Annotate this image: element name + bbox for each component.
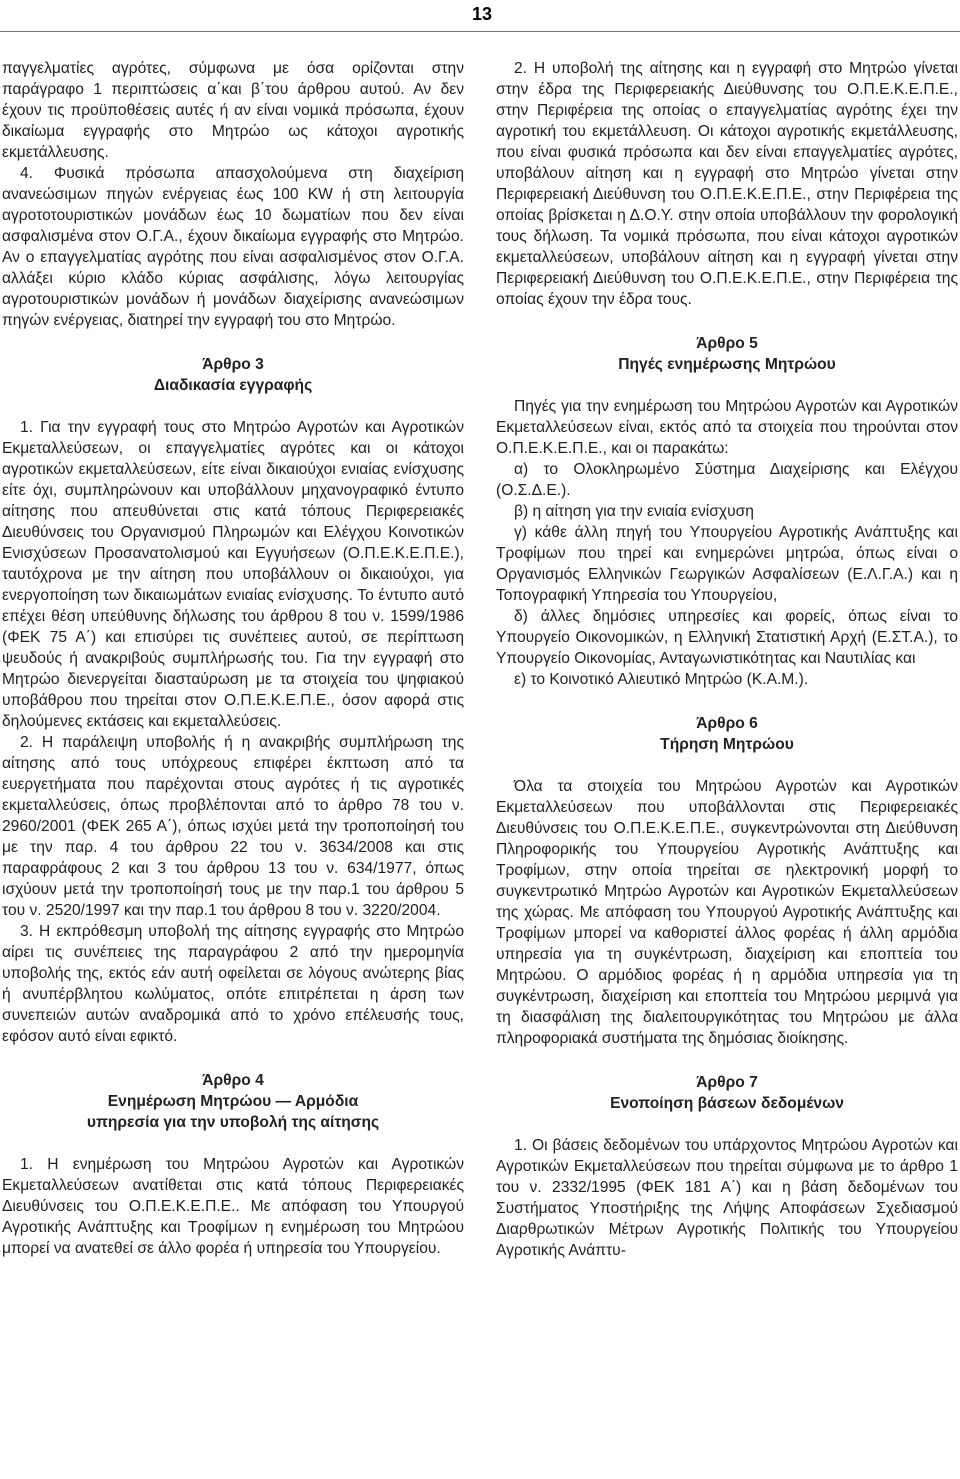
article-title: Άρθρο 4 [202,1072,264,1089]
list-item: β) η αίτηση για την ενιαία ενίσχυση [514,503,754,520]
article-3-heading [2,354,464,396]
article-6-heading [496,713,958,755]
paragraph: 2. Η υποβολή της αίτησης και η εγγραφή στο Μητρώο γίνεται στην έδρα της Περιφερειακής Διεύθυνσης του Ο.Π.Ε.Κ.Ε.Π.Ε., στην Περιφέρεια της οποίας ο επαγγελματίας αγρότης έχει την αγροτική του εκμετάλλευση. Οι κάτοχοι αγροτικής εκμετάλλευσης, που είναι φυσικά πρόσωπα και δεν είναι επαγγελματίες αγρότες, υποβάλουν αίτηση και η εγγραφή στο Μητρώο γίνεται στην Περιφερειακή Διεύθυνση του Ο.Π.Ε.Κ.Ε.Π.Ε., στην Περιφέρεια της οποίας βρίσκεται η Δ.Ο.Υ. στην οποία υποβάλλουν την φορολογική τους δήλωση. Τα νομικά πρόσωπα, που είναι κάτοχοι αγροτικών εκμεταλλεύσεων, υποβάλουν αίτηση και η εγγραφή γίνεται στην Περιφερειακή Διεύθυνση του Ο.Π.Ε.Κ.Ε.Π.Ε., στην Περιφέρεια της οποίας έχουν την έδρα τους. [496,60,958,308]
article-subtitle: Πηγές ενημέρωσης Μητρώου [618,356,836,373]
paragraph: 1. Η ενημέρωση του Μητρώου Αγροτών και Αγροτικών Εκμεταλλεύσεων ανατίθεται στις κατά τόπους Περιφερειακές Διευθύνσεις του Ο.Π.Ε.Κ.Ε.Π.Ε.. Με απόφαση του Υπουργού Αγροτικής Ανάπτυξης και Τροφίμων η ενημέρωση του Μητρώου μπορεί να ανατεθεί σε άλλο φορέα ή υπηρεσία του Υπουργείου. [2,1156,464,1257]
article-subtitle: Διαδικασία εγγραφής [153,377,313,394]
paragraph: 1. Για την εγγραφή τους στο Μητρώο Αγροτών και Αγροτικών Εκμεταλλεύσεων, οι επαγγελματίες αγρότες και οι κάτοχοι αγροτικών εκμεταλλεύσεων, είτε είναι δικαιούχοι ενιαίας ενίσχυσης είτε όχι, συμπληρώνουν και υποβάλλουν μηχανογραφικό έντυπο αίτησης που απευθύνεται στις κατά τόπους Περιφερειακές Διευθύνσεις του Οργανισμού Πληρωμών και Ελέγχου Κοινοτικών Ενισχύσεων Προσανατολισμού και Εγγυήσεων (Ο.Π.Ε.Κ.Ε.Π.Ε.), ταυτόχρονα με την αίτηση που υποβάλλουν οι δικαιούχοι, για ενεργοποίηση των δικαιωμάτων ενιαίας ενίσχυσης. Το έντυπο αυτό επέχει θέση υπεύθυνης δήλωσης του άρθρου 8 του ν. 1599/1986 (ΦΕΚ 75 Α΄) και επισύρει τις συνέπειες αυτού, σε περίπτωση ψευδούς ή ανακριβούς συμπλήρωσής του. Για την εγγραφή στο Μητρώο διενεργείται διασταύρωση με τα στοιχεία του ψηφιακού υποβάθρου που τηρείται στον Ο.Π.Ε.Κ.Ε.Π.Ε., όσον αφορά στις δηλούμενες εκτάσεις και εκμεταλλεύσεις. [2,419,464,730]
article-subtitle: υπηρεσία για την υποβολή της αίτησης [86,1114,380,1131]
article-title: Άρθρο 5 [696,335,758,352]
article-title: Άρθρο 7 [696,1074,758,1091]
article-7-heading [496,1072,958,1114]
list-item: α) το Ολοκληρωμένο Σύστημα Διαχείρισης και Ελέγχου (Ο.Σ.Δ.Ε.). [496,461,958,499]
article-subtitle: Ενημέρωση Μητρώου — Αρμόδια [107,1093,359,1110]
paragraph: παγγελματίες αγρότες, σύμφωνα με όσα ορίζονται στην παράγραφο 1 περιπτώσεις α΄και β΄του άρθρου αυτού. Αν δεν έχουν τις προϋποθέσεις αυτές ή αν είναι νομικά πρόσωπα, έχουν δικαίωμα εγγραφής στο Μητρώο ως κάτοχοι αγροτικής εκμετάλλευσης. [2,60,464,161]
article-4-heading [2,1070,464,1133]
right-column [496,58,958,1261]
article-title: Άρθρο 3 [202,356,264,373]
article-5-heading [496,333,958,375]
list-item: δ) άλλες δημόσιες υπηρεσίες και φορείς, όπως είναι το Υπουργείο Οικονομικών, η Ελληνική Στατιστική Αρχή (Ε.ΣΤ.Α.), το Υπουργείο Οικονομίας, Ανταγωνιστικότητας και Ναυτιλίας και [496,608,958,667]
list-item: ε) το Κοινοτικό Αλιευτικό Μητρώο (Κ.Α.Μ.). [514,671,809,688]
paragraph: 4. Φυσικά πρόσωπα απασχολούμενα στη διαχείριση ανανεώσιμων πηγών ενέργειας έως 100 KW ή στη λειτουργία αγροτοτουριστικών μονάδων έως 10 δωματίων που δεν είναι ασφαλισμένα στον Ο.Γ.Α., έχουν δικαίωμα εγγραφής στο Μητρώο. Αν ο επαγγελματίας αγρότης που είναι ασφαλισμένος στον Ο.Γ.Α. αλλάξει κύριο κλάδο κύριας ασφάλισης, λόγω λειτουργίας αγροτουριστικών μονάδων ή μονάδων διαχείρισης ανανεώσιμων πηγών ενέργειας, διατηρεί την εγγραφή του στο Μητρώο. [2,165,464,329]
paragraph: 3. Η εκπρόθεσμη υποβολή της αίτησης εγγραφής στο Μητρώο αίρει τις συνέπειες της παραγράφου 2 από την ημερομηνία υποβολής της, εκτός εάν αυτή οφείλεται σε λόγους ανώτερης βίας ή ανυπέρβλητου κωλύματος, οπότε επιτρέπεται η άρση των συνεπειών αυτών αναδρομικά από το χρόνο επέλευσής τους, εφόσον αυτό είναι εφικτό. [2,923,464,1045]
article-subtitle: Ενοποίηση βάσεων δεδομένων [610,1095,844,1112]
article-title: Άρθρο 6 [696,715,758,732]
header-rule [0,31,960,32]
paragraph: 1. Οι βάσεις δεδομένων του υπάρχοντος Μητρώου Αγροτών και Αγροτικών Εκμεταλλεύσεων που τηρείται σύμφωνα με το άρθρο 1 του ν. 2332/1995 (ΦΕΚ 181 Α΄) και η βάση δεδομένων του Συστήματος Υποστήριξης της Λήψης Αποφάσεων Σχεδιασμού Διαρθρωτικών Μέτρων Αγροτικής Πολιτικής του Υπουργείου Αγροτικής Ανάπτυ- [496,1137,958,1259]
left-column [2,58,464,1259]
paragraph: Όλα τα στοιχεία του Μητρώου Αγροτών και Αγροτικών Εκμεταλλεύσεων που υποβάλλονται στις Περιφερειακές Διευθύνσεις του Ο.Π.Ε.Κ.Ε.Π.Ε., συγκεντρώνονται στη Διεύθυνση Πληροφορικής του Υπουργείου Αγροτικής Ανάπτυξης και Τροφίμων, στην οποία τηρείται σε ηλεκτρονική μορφή το συγκεντρωτικό Μητρώο Αγροτών και Αγροτικών Εκμεταλλεύσεων της χώρας. Με απόφαση του Υπουργού Αγροτικής Ανάπτυξης και Τροφίμων μπορεί να καθοριστεί άλλος φορέας ή άλλη αρμόδια υπηρεσία για τη συγκέντρωση, διαχείριση και εποπτεία του Μητρώου. Ο αρμόδιος φορέας ή η αρμόδια υπηρεσία για τη συγκέντρωση, διαχείριση και εποπτεία του Μητρώου μεριμνά για τη διασφάλιση της διαλειτουργικότητας του Μητρώου με άλλα πληροφοριακά συστήματα της δημόσιας διοίκησης. [496,778,958,1047]
paragraph: 2. Η παράλειψη υποβολής ή η ανακριβής συμπλήρωση της αίτησης από τους υπόχρεους επιφέρει έκπτωση από τα ευεργετήματα που παρέχονται στους αγρότες ή τις αγροτικές εκμεταλλεύσεις, όπως προβλέπονται από το άρθρο 78 του ν. 2960/2001 (ΦΕΚ 265 Α΄), όπως ισχύει μετά την τροποποίησή του με την παρ. 4 του άρθρου 22 του ν. 3634/2008 και στις παραφράφους 2 και 3 του άρθρου 13 του ν. 634/1977, όπως ισχύουν μετά την τροποποίησή τους με την παρ.1 του άρθρου 5 του ν. 2520/1997 και την παρ.1 του άρθρου 8 του ν. 3220/2004. [2,734,464,919]
page-number: 13 [471,4,492,24]
article-subtitle: Τήρηση Μητρώου [660,736,794,753]
list-item: γ) κάθε άλλη πηγή του Υπουργείου Αγροτικής Ανάπτυξης και Τροφίμων που τηρεί και ενημερώνει μητρώα, όπως είναι ο Οργανισμός Ελληνικών Γεωργικών Ασφαλίσεων (Ε.Λ.Γ.Α.) και η Τοπογραφική Υπηρεσία του Υπουργείου, [496,524,958,604]
paragraph: Πηγές για την ενημέρωση του Μητρώου Αγροτών και Αγροτικών Εκμεταλλεύσεων είναι, εκτός από τα στοιχεία που τηρούνται στον Ο.Π.Ε.Κ.Ε.Π.Ε., και οι παρακάτω: [496,398,958,457]
